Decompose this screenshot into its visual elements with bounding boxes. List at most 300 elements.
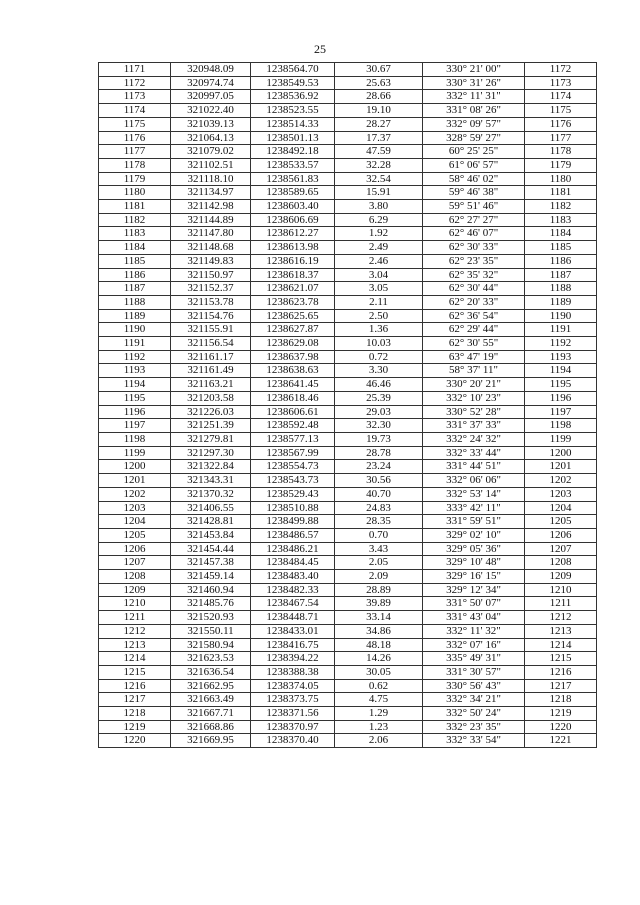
x-coordinate-cell: 321322.84 bbox=[171, 460, 251, 474]
table-row bbox=[99, 405, 597, 419]
table-row bbox=[99, 693, 597, 707]
table-row bbox=[99, 583, 597, 597]
point-from-cell: 1204 bbox=[99, 515, 171, 529]
bearing-cell: 332° 09' 57" bbox=[423, 117, 525, 131]
y-coordinate-cell: 1238467.54 bbox=[251, 597, 335, 611]
point-to-cell: 1183 bbox=[525, 213, 597, 227]
point-to-cell: 1204 bbox=[525, 501, 597, 515]
y-coordinate-cell: 1238603.40 bbox=[251, 200, 335, 214]
y-coordinate-cell: 1238618.37 bbox=[251, 268, 335, 282]
y-coordinate-cell: 1238561.83 bbox=[251, 172, 335, 186]
y-coordinate-cell: 1238448.71 bbox=[251, 611, 335, 625]
point-from-cell: 1210 bbox=[99, 597, 171, 611]
x-coordinate-cell: 321226.03 bbox=[171, 405, 251, 419]
distance-cell: 2.49 bbox=[335, 241, 423, 255]
x-coordinate-cell: 321667.71 bbox=[171, 707, 251, 721]
point-from-cell: 1179 bbox=[99, 172, 171, 186]
distance-cell: 19.10 bbox=[335, 104, 423, 118]
point-to-cell: 1175 bbox=[525, 104, 597, 118]
table-row bbox=[99, 364, 597, 378]
point-from-cell: 1176 bbox=[99, 131, 171, 145]
point-from-cell: 1190 bbox=[99, 323, 171, 337]
table-row bbox=[99, 638, 597, 652]
table-row bbox=[99, 337, 597, 351]
point-to-cell: 1214 bbox=[525, 638, 597, 652]
distance-cell: 2.50 bbox=[335, 309, 423, 323]
bearing-cell: 330° 20' 21" bbox=[423, 378, 525, 392]
x-coordinate-cell: 321663.49 bbox=[171, 693, 251, 707]
y-coordinate-cell: 1238394.22 bbox=[251, 652, 335, 666]
point-from-cell: 1219 bbox=[99, 720, 171, 734]
point-to-cell: 1186 bbox=[525, 254, 597, 268]
table-row bbox=[99, 145, 597, 159]
distance-cell: 30.56 bbox=[335, 474, 423, 488]
y-coordinate-cell: 1238577.13 bbox=[251, 432, 335, 446]
table-row bbox=[99, 501, 597, 515]
point-to-cell: 1181 bbox=[525, 186, 597, 200]
x-coordinate-cell: 321134.97 bbox=[171, 186, 251, 200]
x-coordinate-cell: 321149.83 bbox=[171, 254, 251, 268]
point-from-cell: 1177 bbox=[99, 145, 171, 159]
x-coordinate-cell: 320974.74 bbox=[171, 76, 251, 90]
table-row bbox=[99, 76, 597, 90]
point-to-cell: 1192 bbox=[525, 337, 597, 351]
y-coordinate-cell: 1238433.01 bbox=[251, 624, 335, 638]
point-to-cell: 1174 bbox=[525, 90, 597, 104]
point-from-cell: 1217 bbox=[99, 693, 171, 707]
point-from-cell: 1216 bbox=[99, 679, 171, 693]
bearing-cell: 331° 43' 04" bbox=[423, 611, 525, 625]
point-to-cell: 1200 bbox=[525, 446, 597, 460]
point-to-cell: 1197 bbox=[525, 405, 597, 419]
point-from-cell: 1174 bbox=[99, 104, 171, 118]
x-coordinate-cell: 320948.09 bbox=[171, 63, 251, 77]
x-coordinate-cell: 321428.81 bbox=[171, 515, 251, 529]
point-from-cell: 1171 bbox=[99, 63, 171, 77]
y-coordinate-cell: 1238501.13 bbox=[251, 131, 335, 145]
x-coordinate-cell: 321459.14 bbox=[171, 570, 251, 584]
point-to-cell: 1218 bbox=[525, 693, 597, 707]
bearing-cell: 62° 23' 35" bbox=[423, 254, 525, 268]
bearing-cell: 60° 25' 25" bbox=[423, 145, 525, 159]
bearing-cell: 62° 29' 44" bbox=[423, 323, 525, 337]
bearing-cell: 332° 33' 54" bbox=[423, 734, 525, 748]
point-to-cell: 1187 bbox=[525, 268, 597, 282]
distance-cell: 32.30 bbox=[335, 419, 423, 433]
x-coordinate-cell: 320997.05 bbox=[171, 90, 251, 104]
distance-cell: 3.04 bbox=[335, 268, 423, 282]
point-to-cell: 1193 bbox=[525, 350, 597, 364]
table-row bbox=[99, 652, 597, 666]
point-from-cell: 1186 bbox=[99, 268, 171, 282]
point-from-cell: 1211 bbox=[99, 611, 171, 625]
bearing-cell: 59° 46' 38" bbox=[423, 186, 525, 200]
bearing-cell: 62° 35' 32" bbox=[423, 268, 525, 282]
point-to-cell: 1191 bbox=[525, 323, 597, 337]
x-coordinate-cell: 321406.55 bbox=[171, 501, 251, 515]
point-to-cell: 1199 bbox=[525, 432, 597, 446]
x-coordinate-cell: 321457.38 bbox=[171, 556, 251, 570]
x-coordinate-cell: 321161.49 bbox=[171, 364, 251, 378]
point-from-cell: 1201 bbox=[99, 474, 171, 488]
table-row bbox=[99, 665, 597, 679]
distance-cell: 34.86 bbox=[335, 624, 423, 638]
point-from-cell: 1175 bbox=[99, 117, 171, 131]
x-coordinate-cell: 321343.31 bbox=[171, 474, 251, 488]
y-coordinate-cell: 1238625.65 bbox=[251, 309, 335, 323]
table-row bbox=[99, 624, 597, 638]
y-coordinate-cell: 1238374.05 bbox=[251, 679, 335, 693]
point-from-cell: 1180 bbox=[99, 186, 171, 200]
table-row bbox=[99, 720, 597, 734]
y-coordinate-cell: 1238606.61 bbox=[251, 405, 335, 419]
table-row bbox=[99, 460, 597, 474]
bearing-cell: 62° 27' 27" bbox=[423, 213, 525, 227]
point-to-cell: 1202 bbox=[525, 474, 597, 488]
distance-cell: 14.26 bbox=[335, 652, 423, 666]
bearing-cell: 332° 50' 24" bbox=[423, 707, 525, 721]
x-coordinate-cell: 321156.54 bbox=[171, 337, 251, 351]
point-to-cell: 1195 bbox=[525, 378, 597, 392]
bearing-cell: 331° 08' 26" bbox=[423, 104, 525, 118]
y-coordinate-cell: 1238529.43 bbox=[251, 487, 335, 501]
bearing-cell: 62° 30' 44" bbox=[423, 282, 525, 296]
bearing-cell: 331° 37' 33" bbox=[423, 419, 525, 433]
bearing-cell: 61° 06' 57" bbox=[423, 158, 525, 172]
x-coordinate-cell: 321550.11 bbox=[171, 624, 251, 638]
point-to-cell: 1196 bbox=[525, 391, 597, 405]
point-to-cell: 1179 bbox=[525, 158, 597, 172]
point-to-cell: 1177 bbox=[525, 131, 597, 145]
point-from-cell: 1202 bbox=[99, 487, 171, 501]
point-from-cell: 1199 bbox=[99, 446, 171, 460]
table-row bbox=[99, 474, 597, 488]
distance-cell: 40.70 bbox=[335, 487, 423, 501]
distance-cell: 17.37 bbox=[335, 131, 423, 145]
x-coordinate-cell: 321148.68 bbox=[171, 241, 251, 255]
y-coordinate-cell: 1238612.27 bbox=[251, 227, 335, 241]
table-row bbox=[99, 186, 597, 200]
bearing-cell: 332° 10' 23" bbox=[423, 391, 525, 405]
table-row bbox=[99, 227, 597, 241]
y-coordinate-cell: 1238536.92 bbox=[251, 90, 335, 104]
point-to-cell: 1213 bbox=[525, 624, 597, 638]
bearing-cell: 331° 59' 51" bbox=[423, 515, 525, 529]
distance-cell: 3.05 bbox=[335, 282, 423, 296]
distance-cell: 10.03 bbox=[335, 337, 423, 351]
distance-cell: 28.89 bbox=[335, 583, 423, 597]
bearing-cell: 330° 56' 43" bbox=[423, 679, 525, 693]
x-coordinate-cell: 321454.44 bbox=[171, 542, 251, 556]
x-coordinate-cell: 321297.30 bbox=[171, 446, 251, 460]
x-coordinate-cell: 321460.94 bbox=[171, 583, 251, 597]
point-from-cell: 1195 bbox=[99, 391, 171, 405]
table-row bbox=[99, 350, 597, 364]
point-to-cell: 1194 bbox=[525, 364, 597, 378]
point-from-cell: 1193 bbox=[99, 364, 171, 378]
x-coordinate-cell: 321580.94 bbox=[171, 638, 251, 652]
y-coordinate-cell: 1238373.75 bbox=[251, 693, 335, 707]
table-row bbox=[99, 131, 597, 145]
x-coordinate-cell: 321251.39 bbox=[171, 419, 251, 433]
table-row bbox=[99, 419, 597, 433]
table-row bbox=[99, 679, 597, 693]
point-from-cell: 1214 bbox=[99, 652, 171, 666]
y-coordinate-cell: 1238554.73 bbox=[251, 460, 335, 474]
point-to-cell: 1173 bbox=[525, 76, 597, 90]
distance-cell: 25.39 bbox=[335, 391, 423, 405]
y-coordinate-cell: 1238592.48 bbox=[251, 419, 335, 433]
table-row bbox=[99, 432, 597, 446]
bearing-cell: 332° 34' 21" bbox=[423, 693, 525, 707]
bearing-cell: 58° 37' 11" bbox=[423, 364, 525, 378]
x-coordinate-cell: 321150.97 bbox=[171, 268, 251, 282]
table-row bbox=[99, 446, 597, 460]
y-coordinate-cell: 1238370.97 bbox=[251, 720, 335, 734]
point-from-cell: 1182 bbox=[99, 213, 171, 227]
bearing-cell: 62° 46' 07" bbox=[423, 227, 525, 241]
y-coordinate-cell: 1238637.98 bbox=[251, 350, 335, 364]
bearing-cell: 330° 31' 26" bbox=[423, 76, 525, 90]
table-row bbox=[99, 213, 597, 227]
table-row bbox=[99, 707, 597, 721]
point-from-cell: 1196 bbox=[99, 405, 171, 419]
point-from-cell: 1220 bbox=[99, 734, 171, 748]
point-to-cell: 1184 bbox=[525, 227, 597, 241]
point-from-cell: 1208 bbox=[99, 570, 171, 584]
point-from-cell: 1181 bbox=[99, 200, 171, 214]
bearing-cell: 329° 12' 34" bbox=[423, 583, 525, 597]
bearing-cell: 332° 07' 16" bbox=[423, 638, 525, 652]
x-coordinate-cell: 321668.86 bbox=[171, 720, 251, 734]
y-coordinate-cell: 1238641.45 bbox=[251, 378, 335, 392]
point-to-cell: 1219 bbox=[525, 707, 597, 721]
table-row bbox=[99, 570, 597, 584]
point-to-cell: 1209 bbox=[525, 570, 597, 584]
x-coordinate-cell: 321064.13 bbox=[171, 131, 251, 145]
table-row bbox=[99, 515, 597, 529]
distance-cell: 4.75 bbox=[335, 693, 423, 707]
distance-cell: 1.36 bbox=[335, 323, 423, 337]
bearing-cell: 329° 10' 48" bbox=[423, 556, 525, 570]
y-coordinate-cell: 1238371.56 bbox=[251, 707, 335, 721]
table-row bbox=[99, 63, 597, 77]
point-to-cell: 1188 bbox=[525, 282, 597, 296]
point-to-cell: 1211 bbox=[525, 597, 597, 611]
table-row bbox=[99, 378, 597, 392]
page-number: 25 bbox=[314, 42, 326, 56]
x-coordinate-cell: 321147.80 bbox=[171, 227, 251, 241]
x-coordinate-cell: 321039.13 bbox=[171, 117, 251, 131]
y-coordinate-cell: 1238623.78 bbox=[251, 295, 335, 309]
distance-cell: 0.70 bbox=[335, 528, 423, 542]
distance-cell: 48.18 bbox=[335, 638, 423, 652]
point-from-cell: 1189 bbox=[99, 309, 171, 323]
point-to-cell: 1206 bbox=[525, 528, 597, 542]
point-to-cell: 1190 bbox=[525, 309, 597, 323]
y-coordinate-cell: 1238613.98 bbox=[251, 241, 335, 255]
y-coordinate-cell: 1238616.19 bbox=[251, 254, 335, 268]
point-from-cell: 1212 bbox=[99, 624, 171, 638]
table-body bbox=[99, 63, 597, 748]
point-from-cell: 1203 bbox=[99, 501, 171, 515]
point-to-cell: 1216 bbox=[525, 665, 597, 679]
point-from-cell: 1173 bbox=[99, 90, 171, 104]
distance-cell: 30.05 bbox=[335, 665, 423, 679]
point-from-cell: 1184 bbox=[99, 241, 171, 255]
table-row bbox=[99, 528, 597, 542]
table-row bbox=[99, 391, 597, 405]
distance-cell: 2.11 bbox=[335, 295, 423, 309]
coordinates-table bbox=[98, 62, 597, 748]
table-row bbox=[99, 158, 597, 172]
distance-cell: 28.78 bbox=[335, 446, 423, 460]
distance-cell: 3.30 bbox=[335, 364, 423, 378]
y-coordinate-cell: 1238567.99 bbox=[251, 446, 335, 460]
x-coordinate-cell: 321485.76 bbox=[171, 597, 251, 611]
x-coordinate-cell: 321161.17 bbox=[171, 350, 251, 364]
point-to-cell: 1189 bbox=[525, 295, 597, 309]
distance-cell: 23.24 bbox=[335, 460, 423, 474]
y-coordinate-cell: 1238533.57 bbox=[251, 158, 335, 172]
y-coordinate-cell: 1238621.07 bbox=[251, 282, 335, 296]
point-from-cell: 1206 bbox=[99, 542, 171, 556]
table-row bbox=[99, 309, 597, 323]
point-to-cell: 1201 bbox=[525, 460, 597, 474]
y-coordinate-cell: 1238564.70 bbox=[251, 63, 335, 77]
y-coordinate-cell: 1238486.21 bbox=[251, 542, 335, 556]
distance-cell: 24.83 bbox=[335, 501, 423, 515]
distance-cell: 19.73 bbox=[335, 432, 423, 446]
point-from-cell: 1194 bbox=[99, 378, 171, 392]
y-coordinate-cell: 1238388.38 bbox=[251, 665, 335, 679]
table-row bbox=[99, 268, 597, 282]
bearing-cell: 331° 44' 51" bbox=[423, 460, 525, 474]
point-from-cell: 1218 bbox=[99, 707, 171, 721]
bearing-cell: 332° 23' 35" bbox=[423, 720, 525, 734]
point-from-cell: 1191 bbox=[99, 337, 171, 351]
x-coordinate-cell: 321520.93 bbox=[171, 611, 251, 625]
distance-cell: 39.89 bbox=[335, 597, 423, 611]
y-coordinate-cell: 1238482.33 bbox=[251, 583, 335, 597]
point-from-cell: 1198 bbox=[99, 432, 171, 446]
y-coordinate-cell: 1238483.40 bbox=[251, 570, 335, 584]
point-to-cell: 1185 bbox=[525, 241, 597, 255]
x-coordinate-cell: 321453.84 bbox=[171, 528, 251, 542]
point-to-cell: 1205 bbox=[525, 515, 597, 529]
y-coordinate-cell: 1238589.65 bbox=[251, 186, 335, 200]
point-from-cell: 1215 bbox=[99, 665, 171, 679]
bearing-cell: 331° 30' 57" bbox=[423, 665, 525, 679]
table-row bbox=[99, 597, 597, 611]
y-coordinate-cell: 1238514.33 bbox=[251, 117, 335, 131]
bearing-cell: 63° 47' 19" bbox=[423, 350, 525, 364]
distance-cell: 0.72 bbox=[335, 350, 423, 364]
point-from-cell: 1197 bbox=[99, 419, 171, 433]
distance-cell: 33.14 bbox=[335, 611, 423, 625]
y-coordinate-cell: 1238543.73 bbox=[251, 474, 335, 488]
point-to-cell: 1221 bbox=[525, 734, 597, 748]
distance-cell: 28.66 bbox=[335, 90, 423, 104]
point-from-cell: 1188 bbox=[99, 295, 171, 309]
point-from-cell: 1209 bbox=[99, 583, 171, 597]
y-coordinate-cell: 1238606.69 bbox=[251, 213, 335, 227]
point-to-cell: 1215 bbox=[525, 652, 597, 666]
y-coordinate-cell: 1238484.45 bbox=[251, 556, 335, 570]
x-coordinate-cell: 321118.10 bbox=[171, 172, 251, 186]
x-coordinate-cell: 321163.21 bbox=[171, 378, 251, 392]
bearing-cell: 59° 51' 46" bbox=[423, 200, 525, 214]
x-coordinate-cell: 321153.78 bbox=[171, 295, 251, 309]
bearing-cell: 332° 11' 31" bbox=[423, 90, 525, 104]
point-from-cell: 1205 bbox=[99, 528, 171, 542]
distance-cell: 3.80 bbox=[335, 200, 423, 214]
bearing-cell: 62° 30' 33" bbox=[423, 241, 525, 255]
table-row bbox=[99, 241, 597, 255]
distance-cell: 2.05 bbox=[335, 556, 423, 570]
distance-cell: 3.43 bbox=[335, 542, 423, 556]
point-from-cell: 1178 bbox=[99, 158, 171, 172]
distance-cell: 2.09 bbox=[335, 570, 423, 584]
y-coordinate-cell: 1238486.57 bbox=[251, 528, 335, 542]
x-coordinate-cell: 321142.98 bbox=[171, 200, 251, 214]
y-coordinate-cell: 1238510.88 bbox=[251, 501, 335, 515]
x-coordinate-cell: 321279.81 bbox=[171, 432, 251, 446]
point-to-cell: 1212 bbox=[525, 611, 597, 625]
point-from-cell: 1172 bbox=[99, 76, 171, 90]
distance-cell: 1.92 bbox=[335, 227, 423, 241]
table-row bbox=[99, 172, 597, 186]
bearing-cell: 330° 52' 28" bbox=[423, 405, 525, 419]
point-to-cell: 1220 bbox=[525, 720, 597, 734]
distance-cell: 2.46 bbox=[335, 254, 423, 268]
y-coordinate-cell: 1238370.40 bbox=[251, 734, 335, 748]
x-coordinate-cell: 321079.02 bbox=[171, 145, 251, 159]
table-row bbox=[99, 556, 597, 570]
x-coordinate-cell: 321370.32 bbox=[171, 487, 251, 501]
x-coordinate-cell: 321662.95 bbox=[171, 679, 251, 693]
table-row bbox=[99, 117, 597, 131]
x-coordinate-cell: 321022.40 bbox=[171, 104, 251, 118]
table-row bbox=[99, 90, 597, 104]
point-from-cell: 1213 bbox=[99, 638, 171, 652]
table-row bbox=[99, 295, 597, 309]
y-coordinate-cell: 1238499.88 bbox=[251, 515, 335, 529]
point-from-cell: 1187 bbox=[99, 282, 171, 296]
distance-cell: 32.28 bbox=[335, 158, 423, 172]
y-coordinate-cell: 1238549.53 bbox=[251, 76, 335, 90]
bearing-cell: 330° 21' 00" bbox=[423, 63, 525, 77]
bearing-cell: 329° 05' 36" bbox=[423, 542, 525, 556]
x-coordinate-cell: 321669.95 bbox=[171, 734, 251, 748]
x-coordinate-cell: 321152.37 bbox=[171, 282, 251, 296]
distance-cell: 1.29 bbox=[335, 707, 423, 721]
point-from-cell: 1183 bbox=[99, 227, 171, 241]
point-to-cell: 1207 bbox=[525, 542, 597, 556]
x-coordinate-cell: 321636.54 bbox=[171, 665, 251, 679]
table-row bbox=[99, 200, 597, 214]
x-coordinate-cell: 321154.76 bbox=[171, 309, 251, 323]
bearing-cell: 332° 06' 06" bbox=[423, 474, 525, 488]
x-coordinate-cell: 321203.58 bbox=[171, 391, 251, 405]
table-row bbox=[99, 282, 597, 296]
point-to-cell: 1182 bbox=[525, 200, 597, 214]
point-to-cell: 1210 bbox=[525, 583, 597, 597]
x-coordinate-cell: 321144.89 bbox=[171, 213, 251, 227]
y-coordinate-cell: 1238492.18 bbox=[251, 145, 335, 159]
table-row bbox=[99, 734, 597, 748]
distance-cell: 28.35 bbox=[335, 515, 423, 529]
